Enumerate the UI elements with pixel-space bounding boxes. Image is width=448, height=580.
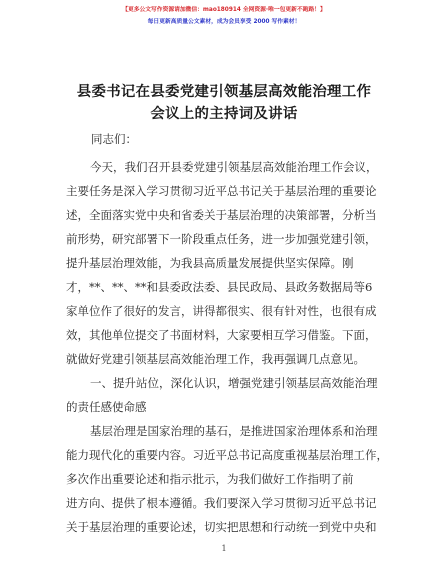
promo-banner-line-1: 【更多公文写作资源请加微信：mao180914 全网资源·唯一包更新不跑路！】 (122, 7, 326, 13)
greeting: 同志们： (91, 132, 137, 146)
document-title-line-2: 会议上的主持词及讲话 (150, 106, 298, 122)
body-line: 基层治理是国家治理的基石，是推进国家治理体系和治理 (90, 424, 378, 438)
body-line: 就做好党建引领基层高效能治理工作，我再强调几点意见。 (66, 352, 365, 366)
section-heading-line: 的责任感使命感 (66, 400, 147, 414)
body-line: 能力现代化的重要内容。习近平总书记高度重视基层治理工作， (66, 448, 388, 462)
body-line: 进方向、提供了根本遵循。我们要深入学习贯彻习近平总书记 (66, 496, 377, 510)
body-line: 多次作出重要论述和指示批示，为我们做好工作指明了前 (66, 472, 354, 486)
body-line: 效，其他单位提交了书面材料，大家要相互学习借鉴。下面， (66, 328, 377, 342)
body-line: 提升基层治理效能，为我县高质量发展提供坚实保障。刚 (66, 256, 354, 270)
body-line: 今天，我们召开县委党建引领基层高效能治理工作会议， (90, 160, 378, 174)
body-line: 才，**、**、**和县委政法委、县民政局、县政务数据局等6 (66, 280, 373, 294)
body-line: 述，全面落实党中央和省委关于基层治理的决策部署，分析当 (66, 208, 377, 222)
body-line: 前形势，研究部署下一阶段重点任务，进一步加强党建引领， (66, 232, 377, 246)
body-line: 关于基层治理的重要论述，切实把思想和行动统一到党中央和 (66, 520, 377, 534)
document-title-line-1: 县委书记在县委党建引领基层高效能治理工作 (76, 84, 372, 100)
body-line: 家单位作了很好的发言，讲得都很实、很有针对性，也很有成 (66, 304, 377, 318)
section-heading-line: 一、提升站位，深化认识，增强党建引领基层高效能治理 (90, 376, 378, 390)
body-line: 主要任务是深入学习贯彻习近平总书记关于基层治理的重要论 (66, 184, 377, 198)
promo-banner-line-2: 每日更新高质量公文素材，成为会员享受 2000 写作素材！ (147, 19, 301, 25)
page-number: 1 (221, 544, 227, 553)
